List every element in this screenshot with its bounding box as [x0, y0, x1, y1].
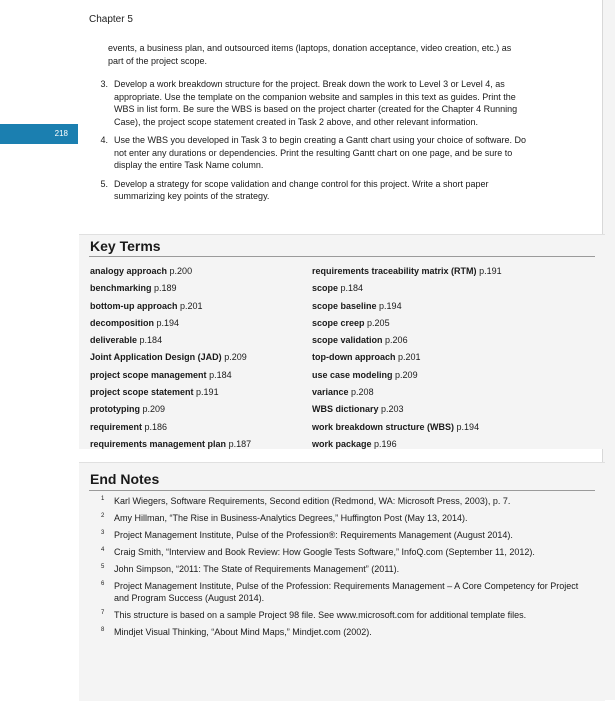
key-term-page: p.194 — [456, 421, 480, 432]
key-term: scope — [312, 283, 339, 294]
key-term: use case modeling — [312, 369, 393, 380]
key-term-page: p.208 — [351, 387, 374, 398]
key-term-page: p.205 — [367, 317, 390, 328]
key-term: requirement — [90, 421, 143, 432]
end-notes-rule — [89, 490, 595, 491]
chapter-label: Chapter 5 — [89, 14, 133, 25]
key-term-page: p.206 — [385, 335, 408, 346]
end-note — [101, 495, 591, 507]
key-term-page: p.200 — [169, 266, 193, 276]
key-term-page: p.209 — [395, 369, 418, 380]
key-term: requirements management plan — [90, 438, 227, 449]
key-term-page: p.209 — [142, 404, 166, 415]
key-term-entry — [312, 298, 602, 315]
end-notes-list — [101, 495, 591, 643]
end-note-number: 4 — [101, 547, 105, 553]
end-note-text: Project Management Institute, Pulse of the Profession®: Requirements Management (August 2014). — [114, 530, 513, 540]
key-term-entry — [90, 280, 305, 297]
key-term-page: p.184 — [340, 283, 364, 294]
end-note-text: Craig Smith, “Interview and Book Review: How Google Tests Software,” InfoQ.com (September 11, 2012). — [114, 547, 535, 557]
key-term: project scope management — [90, 369, 207, 380]
task-number: 3. — [100, 79, 108, 89]
key-term: benchmarking — [90, 283, 152, 294]
end-note — [101, 546, 591, 558]
task-item — [89, 78, 529, 128]
key-term-entry — [90, 315, 305, 332]
key-term-entry — [90, 419, 305, 436]
key-term-page: p.184 — [139, 335, 163, 346]
key-term-page: p.203 — [381, 404, 404, 415]
key-term: WBS dictionary — [312, 404, 379, 415]
key-term-entry — [90, 367, 305, 384]
key-term-page: p.196 — [374, 438, 397, 449]
key-term-page: p.194 — [156, 317, 180, 328]
end-note-text: Project Management Institute, Pulse of the Profession: Requirements Management – A Core Competency for Project and Program Success (August 2014). — [114, 581, 579, 603]
key-term-page: p.189 — [154, 283, 177, 294]
key-terms-right-column — [312, 263, 602, 453]
key-term-entry — [90, 349, 305, 366]
key-terms-rule — [89, 256, 595, 257]
key-term: bottom-up approach — [90, 300, 178, 311]
key-term: analogy approach — [90, 266, 168, 276]
key-term-page: p.201 — [398, 352, 421, 363]
end-note-text: Karl Wiegers, Software Requirements, Second edition (Redmond, WA: Microsoft Press, 2003), p. 7. — [114, 496, 511, 506]
key-term-entry — [312, 419, 602, 436]
task-list — [89, 78, 529, 209]
key-term-entry — [312, 315, 602, 332]
key-term-entry — [90, 332, 305, 349]
key-term: project scope statement — [90, 387, 194, 398]
end-notes-title: End Notes — [90, 471, 160, 487]
task-number: 5. — [100, 178, 108, 189]
key-term-entry — [90, 298, 305, 315]
end-note-number: 3 — [101, 530, 105, 536]
task-text: Develop a work breakdown structure for the project. Break down the work to Level 3 or Level 4, as appropriate. Use the template on the companion website and samples in this text as guides. Print the WBS in list form. Be sure the WBS is based on the project charter (created for the Chapter 4 Running Case), the project scope statement created in Task 2 above, and other relevant information. — [114, 79, 518, 127]
task-item — [89, 178, 529, 203]
key-term-page: p.191 — [479, 266, 502, 276]
key-term-page: p.194 — [379, 300, 402, 311]
key-term-entry — [312, 332, 602, 349]
key-term: Joint Application Design (JAD) — [90, 352, 222, 363]
key-term-entry — [312, 263, 602, 280]
key-terms-section — [79, 234, 605, 449]
key-terms-left-column — [90, 263, 305, 453]
key-term-page: p.184 — [209, 369, 232, 380]
key-term: requirements traceability matrix (RTM) — [312, 266, 477, 276]
end-note-text: Mindjet Visual Thinking, “About Mind Maps,” Mindjet.com (2002). — [114, 627, 372, 637]
end-note-text: Amy Hillman, “The Rise in Business-Analytics Degrees,” Huffington Post (May 13, 2014). — [114, 513, 468, 523]
key-term-entry — [90, 263, 305, 280]
end-note-text: John Simpson, “2011: The State of Requirements Management” (2011). — [114, 564, 400, 574]
key-term-entry — [312, 367, 602, 384]
key-term: decomposition — [90, 317, 155, 328]
key-terms-title: Key Terms — [90, 238, 161, 254]
key-term-page: p.209 — [224, 352, 247, 363]
continued-paragraph: events, a business plan, and outsourced items (laptops, donation acceptance, video creation, etc.) as part of the project scope. — [108, 43, 512, 66]
key-term: scope creep — [312, 317, 365, 328]
key-term: prototyping — [90, 404, 140, 415]
end-note — [101, 529, 591, 541]
end-note-number: 1 — [101, 496, 105, 502]
key-term: scope baseline — [312, 300, 377, 311]
key-term-entry — [312, 280, 602, 297]
end-note-number: 7 — [101, 610, 105, 616]
key-term-page: p.187 — [228, 438, 252, 449]
key-term-entry — [90, 436, 305, 453]
end-note-number: 8 — [101, 627, 105, 633]
key-term-entry — [312, 436, 602, 453]
task-text: Use the WBS you developed in Task 3 to begin creating a Gantt chart using your choice of software. Do not enter any durations or dependencies. Print the resulting Gantt chart on one page, and be sure to display the entire Task Name column. — [114, 135, 527, 170]
key-term: scope validation — [312, 335, 383, 346]
end-note-number: 6 — [101, 581, 105, 587]
end-note — [101, 580, 591, 604]
page-number-tab: 218 — [0, 124, 78, 144]
key-term: top-down approach — [312, 352, 396, 363]
end-note — [101, 563, 591, 575]
end-note-number: 2 — [101, 513, 105, 519]
end-note — [101, 609, 591, 621]
key-term: work package — [312, 438, 372, 449]
key-term-page: p.191 — [196, 387, 219, 398]
key-term-page: p.186 — [144, 421, 168, 432]
end-note — [101, 512, 591, 524]
task-text: Develop a strategy for scope validation and change control for this project. Write a short paper summarizing key points of the strategy. — [114, 178, 489, 201]
key-term-entry — [312, 384, 602, 401]
task-number: 4. — [100, 135, 108, 145]
key-term-page: p.201 — [180, 300, 203, 311]
end-note-number: 5 — [101, 564, 105, 570]
task-item — [89, 134, 529, 172]
key-term: variance — [312, 387, 349, 398]
end-note — [101, 626, 591, 638]
end-note-text: This structure is based on a sample Project 98 file. See www.microsoft.com for additional template files. — [114, 610, 527, 620]
key-term-entry — [90, 401, 305, 418]
key-term: deliverable — [90, 335, 138, 346]
key-term-entry — [90, 384, 305, 401]
key-term-entry — [312, 349, 602, 366]
end-notes-section — [79, 462, 605, 701]
key-term-entry — [312, 401, 602, 418]
key-term: work breakdown structure (WBS) — [312, 421, 455, 432]
